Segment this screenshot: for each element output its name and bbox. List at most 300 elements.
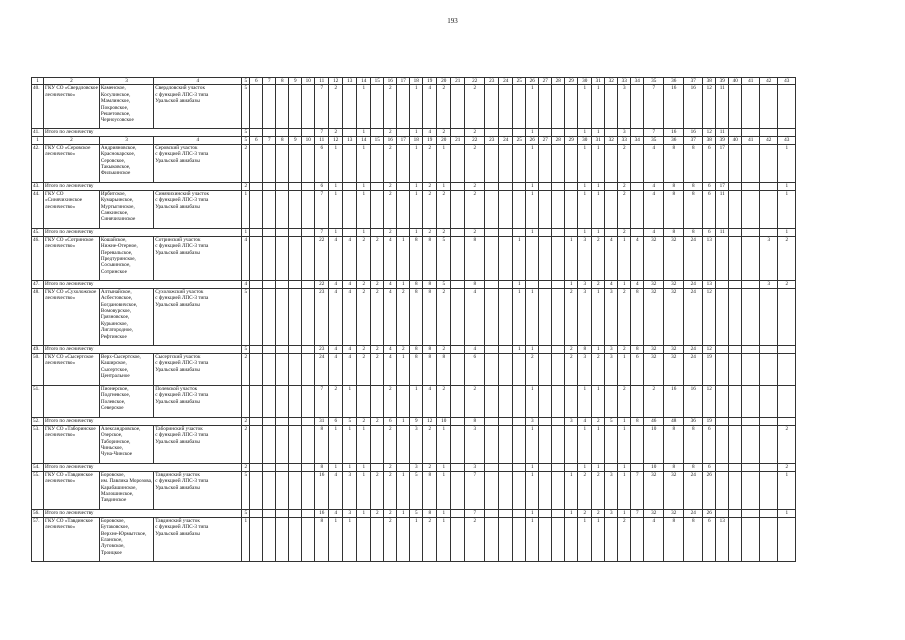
value-cell: 6 <box>384 417 397 425</box>
value-cell: 3 <box>578 236 592 280</box>
table-row <box>32 190 796 228</box>
value-cell: 2 <box>618 190 631 228</box>
value-cell <box>499 463 513 471</box>
value-cell: 1 <box>578 144 592 182</box>
value-cell: 4 <box>242 280 250 288</box>
column-number: 4 <box>154 137 242 144</box>
fire-unit <box>154 236 242 280</box>
value-cell: 8 <box>684 425 703 463</box>
value-cell <box>485 228 499 236</box>
value-cell <box>302 236 315 280</box>
value-cell: 1 <box>513 345 526 353</box>
value-cell <box>716 280 729 288</box>
value-cell <box>513 129 526 137</box>
value-cell: 8 <box>465 236 485 280</box>
value-cell: 4 <box>605 280 618 288</box>
column-number: 30 <box>578 78 592 85</box>
value-cell <box>605 385 618 417</box>
value-cell <box>250 182 263 190</box>
value-cell: 1 <box>437 517 451 561</box>
value-cell <box>716 471 729 509</box>
value-cell <box>605 190 618 228</box>
cell-line: ГКУ СО <box>45 190 64 197</box>
column-number: 34 <box>631 78 644 85</box>
value-cell <box>302 280 315 288</box>
value-cell: 24 <box>684 236 703 280</box>
value-cell <box>552 190 565 228</box>
value-cell: 2 <box>242 353 250 385</box>
column-number: 41 <box>742 137 760 144</box>
value-cell <box>778 345 796 353</box>
value-cell <box>302 385 315 417</box>
value-cell: 1 <box>618 471 631 509</box>
column-number: 5 <box>242 78 250 85</box>
value-cell: 3 <box>526 417 539 425</box>
value-cell: 1 <box>329 463 343 471</box>
value-cell <box>276 517 289 561</box>
cell-line: Уральской авиабазы <box>155 98 200 105</box>
value-cell: 2 <box>371 353 384 385</box>
cell-line: Уральской авиабазы <box>155 203 200 210</box>
value-cell: 12 <box>703 288 716 345</box>
value-cell <box>485 471 499 509</box>
value-cell <box>513 509 526 517</box>
value-cell: 32 <box>644 353 664 385</box>
column-number: 7 <box>263 78 276 85</box>
value-cell: 7 <box>631 509 644 517</box>
value-cell <box>499 228 513 236</box>
value-cell <box>485 182 499 190</box>
cell-line: Кошайское, <box>100 236 127 243</box>
value-cell <box>289 425 302 463</box>
value-cell: 8 <box>315 463 329 471</box>
value-cell: 2 <box>423 228 437 236</box>
value-cell <box>451 353 465 385</box>
value-cell: 4 <box>578 417 592 425</box>
cell-line: ГКУ СО «Таборинское <box>45 425 96 432</box>
cell-line: Синячихинский участок <box>155 190 209 197</box>
value-cell <box>499 417 513 425</box>
column-number: 34 <box>631 137 644 144</box>
value-cell: 5 <box>410 471 423 509</box>
row-number: 50. <box>32 353 44 385</box>
value-cell: 2 <box>242 182 250 190</box>
value-cell <box>729 353 742 385</box>
cell-line: Озерское, <box>100 432 123 439</box>
value-cell <box>263 182 276 190</box>
value-cell <box>760 425 778 463</box>
value-cell <box>371 129 384 137</box>
value-cell <box>742 463 760 471</box>
value-cell: 1 <box>578 385 592 417</box>
value-cell: 1 <box>410 517 423 561</box>
district-forestries <box>99 85 153 129</box>
column-number: 36 <box>664 137 684 144</box>
value-cell: 32 <box>644 288 664 345</box>
value-cell <box>276 85 289 129</box>
value-cell <box>742 417 760 425</box>
value-cell <box>499 288 513 345</box>
value-cell <box>276 144 289 182</box>
cell-line: Синячихинское <box>100 216 136 223</box>
value-cell: 2 <box>329 129 343 137</box>
value-cell: 7 <box>465 471 485 509</box>
value-cell <box>729 182 742 190</box>
column-number: 14 <box>357 78 371 85</box>
value-cell: 8 <box>410 236 423 280</box>
district-forestries <box>99 385 153 417</box>
column-number: 35 <box>644 137 664 144</box>
value-cell: 2 <box>578 471 592 509</box>
district-forestries <box>99 190 153 228</box>
value-cell: 2 <box>371 417 384 425</box>
value-cell <box>302 85 315 129</box>
cell-line: с функцией ЛПС-3 типа <box>155 295 209 302</box>
cell-line: Косулинское, <box>100 91 131 98</box>
value-cell: 16 <box>315 509 329 517</box>
column-number: 8 <box>276 137 289 144</box>
cell-line: лесничество» <box>45 203 76 210</box>
value-cell: 5 <box>242 471 250 509</box>
value-cell: 2 <box>592 471 605 509</box>
value-cell <box>729 509 742 517</box>
value-cell: 1 <box>357 471 371 509</box>
value-cell: 4 <box>329 353 343 385</box>
value-cell <box>397 228 410 236</box>
value-cell: 36 <box>684 417 703 425</box>
cell-line: с функцией ЛПС-3 типа <box>155 243 209 250</box>
value-cell <box>499 471 513 509</box>
value-cell: 4 <box>343 236 357 280</box>
value-cell: 32 <box>664 353 684 385</box>
value-cell: 2 <box>423 144 437 182</box>
total-label: Итого по лесничеству <box>44 182 242 190</box>
value-cell: 6 <box>315 144 329 182</box>
value-cell: 2 <box>465 85 485 129</box>
value-cell <box>302 129 315 137</box>
value-cell: 7 <box>644 85 664 129</box>
value-cell: 2 <box>465 517 485 561</box>
value-cell: 2 <box>592 417 605 425</box>
value-cell <box>302 182 315 190</box>
value-cell: 2 <box>397 345 410 353</box>
value-cell: 32 <box>664 288 684 345</box>
value-cell <box>565 385 578 417</box>
value-cell: 1 <box>526 129 539 137</box>
value-cell <box>250 385 263 417</box>
cell-line: Сысертское, <box>100 366 129 373</box>
cell-line: Предтуринское, <box>100 256 136 263</box>
value-cell <box>565 85 578 129</box>
value-cell <box>485 425 499 463</box>
value-cell: 2 <box>371 471 384 509</box>
value-cell: 2 <box>357 236 371 280</box>
value-cell: 22 <box>315 236 329 280</box>
total-row <box>32 182 796 190</box>
value-cell: 4 <box>329 288 343 345</box>
value-cell <box>565 182 578 190</box>
value-cell <box>552 236 565 280</box>
value-cell: 1 <box>592 85 605 129</box>
value-cell <box>539 85 552 129</box>
forestry-name <box>44 288 100 345</box>
value-cell <box>263 353 276 385</box>
value-cell <box>716 509 729 517</box>
value-cell <box>485 144 499 182</box>
value-cell: 12 <box>703 129 716 137</box>
row-number: 46. <box>32 236 44 280</box>
value-cell: 1 <box>618 417 631 425</box>
value-cell: 8 <box>423 288 437 345</box>
value-cell: 9 <box>410 417 423 425</box>
value-cell <box>451 144 465 182</box>
value-cell: 2 <box>242 417 250 425</box>
value-cell <box>263 129 276 137</box>
value-cell: 8 <box>465 417 485 425</box>
value-cell: 32 <box>644 280 664 288</box>
district-forestries <box>99 471 153 509</box>
value-cell <box>263 280 276 288</box>
value-cell: 8 <box>664 182 684 190</box>
value-cell: 13 <box>703 280 716 288</box>
value-cell <box>343 85 357 129</box>
value-cell: 11 <box>716 228 729 236</box>
value-cell <box>250 517 263 561</box>
value-cell: 1 <box>329 190 343 228</box>
value-cell: 1 <box>618 509 631 517</box>
value-cell <box>289 463 302 471</box>
cell-line: ГКУ СО «Сухоложское <box>45 288 97 295</box>
value-cell <box>565 463 578 471</box>
value-cell: 6 <box>703 228 716 236</box>
cell-line: Грязновское, <box>100 314 130 321</box>
value-cell: 1 <box>592 425 605 463</box>
cell-line: с функцией ЛПС-3 типа <box>155 360 209 367</box>
column-number: 4 <box>154 78 242 85</box>
value-cell <box>552 425 565 463</box>
value-cell <box>631 463 644 471</box>
cell-line: с функцией ЛПС-3 типа <box>155 91 209 98</box>
cell-line: с функцией ЛПС-3 типа <box>155 478 209 485</box>
total-label: Итого по лесничеству <box>44 345 242 353</box>
value-cell <box>729 385 742 417</box>
value-cell: 1 <box>526 463 539 471</box>
value-cell: 16 <box>664 85 684 129</box>
value-cell <box>742 182 760 190</box>
row-number: 56. <box>32 509 44 517</box>
column-number: 17 <box>397 137 410 144</box>
value-cell: 3 <box>618 129 631 137</box>
value-cell <box>263 85 276 129</box>
value-cell <box>513 182 526 190</box>
value-cell <box>451 85 465 129</box>
value-cell: 1 <box>592 463 605 471</box>
value-cell: 1 <box>242 228 250 236</box>
value-cell <box>565 425 578 463</box>
value-cell <box>729 144 742 182</box>
column-number: 24 <box>499 78 513 85</box>
value-cell <box>289 517 302 561</box>
cell-line: Полевской участок <box>155 385 198 392</box>
value-cell: 8 <box>684 517 703 561</box>
value-cell <box>451 425 465 463</box>
value-cell <box>539 345 552 353</box>
cell-line: Малошинское, <box>100 491 134 498</box>
value-cell: 4 <box>343 280 357 288</box>
value-cell <box>716 353 729 385</box>
value-cell <box>552 509 565 517</box>
cell-line: ГКУ СО «Серовское <box>45 144 91 151</box>
value-cell: 6 <box>329 417 343 425</box>
column-number: 36 <box>664 78 684 85</box>
value-cell: 13 <box>716 517 729 561</box>
value-cell: 8 <box>664 463 684 471</box>
value-cell: 3 <box>410 463 423 471</box>
value-cell: 8 <box>631 417 644 425</box>
value-cell: 1 <box>397 509 410 517</box>
value-cell: 7 <box>315 385 329 417</box>
value-cell: 12 <box>423 417 437 425</box>
value-cell <box>263 385 276 417</box>
value-cell: 2 <box>371 288 384 345</box>
value-cell <box>513 85 526 129</box>
column-number: 13 <box>343 78 357 85</box>
value-cell <box>742 228 760 236</box>
value-cell <box>343 228 357 236</box>
value-cell: 1 <box>513 236 526 280</box>
value-cell <box>778 85 796 129</box>
value-cell <box>539 509 552 517</box>
district-forestries <box>99 517 153 561</box>
value-cell: 26 <box>703 509 716 517</box>
value-cell: 2 <box>565 345 578 353</box>
value-cell: 1 <box>343 425 357 463</box>
cell-line: Богдановичское, <box>100 301 138 308</box>
value-cell: 5 <box>242 345 250 353</box>
value-cell: 16 <box>684 129 703 137</box>
value-cell: 1 <box>357 463 371 471</box>
value-cell <box>276 190 289 228</box>
value-cell: 17 <box>716 182 729 190</box>
value-cell <box>729 190 742 228</box>
value-cell <box>716 345 729 353</box>
value-cell <box>263 517 276 561</box>
value-cell: 7 <box>465 509 485 517</box>
row-number: 42. <box>32 144 44 182</box>
total-label: Итого по лесничеству <box>44 509 242 517</box>
value-cell <box>357 517 371 561</box>
value-cell <box>631 129 644 137</box>
value-cell: 1 <box>410 182 423 190</box>
cell-line: с функцией ЛПС-3 типа <box>155 432 209 439</box>
value-cell <box>729 228 742 236</box>
value-cell <box>289 509 302 517</box>
value-cell: 1 <box>592 182 605 190</box>
column-number: 3 <box>99 78 153 85</box>
cell-line: лесничество» <box>45 91 76 98</box>
value-cell: 2 <box>618 385 631 417</box>
value-cell: 8 <box>684 144 703 182</box>
value-cell <box>631 517 644 561</box>
value-cell: 7 <box>315 190 329 228</box>
value-cell <box>742 190 760 228</box>
column-number: 40 <box>729 137 742 144</box>
value-cell <box>716 288 729 345</box>
value-cell <box>605 517 618 561</box>
column-number: 31 <box>592 78 605 85</box>
value-cell: 2 <box>384 463 397 471</box>
cell-line: Сухоложский участок <box>155 288 204 295</box>
value-cell: 1 <box>578 425 592 463</box>
column-number: 17 <box>397 78 410 85</box>
value-cell <box>263 417 276 425</box>
value-cell: 4 <box>242 236 250 280</box>
value-cell <box>289 417 302 425</box>
value-cell: 1 <box>357 182 371 190</box>
value-cell: 8 <box>631 345 644 353</box>
row-number: 53. <box>32 425 44 463</box>
value-cell <box>552 129 565 137</box>
value-cell <box>276 417 289 425</box>
value-cell <box>451 129 465 137</box>
column-number: 19 <box>423 137 437 144</box>
value-cell: 2 <box>618 288 631 345</box>
value-cell: 1 <box>578 517 592 561</box>
value-cell: 2 <box>644 385 664 417</box>
value-cell <box>371 182 384 190</box>
value-cell <box>485 288 499 345</box>
value-cell: 1 <box>592 144 605 182</box>
column-number: 8 <box>276 78 289 85</box>
value-cell: 1 <box>526 345 539 353</box>
column-number: 42 <box>760 78 778 85</box>
value-cell <box>451 190 465 228</box>
cell-line: Каменское, <box>100 85 126 92</box>
value-cell: 3 <box>760 236 778 280</box>
fire-unit <box>154 288 242 345</box>
value-cell: 1 <box>565 471 578 509</box>
value-cell: 2 <box>384 517 397 561</box>
value-cell: 13 <box>703 236 716 280</box>
table-row <box>32 471 796 509</box>
value-cell: 11 <box>716 190 729 228</box>
fire-unit <box>154 353 242 385</box>
value-cell <box>263 345 276 353</box>
value-cell <box>565 144 578 182</box>
value-cell <box>742 509 760 517</box>
value-cell <box>499 517 513 561</box>
value-cell: 1 <box>343 463 357 471</box>
table-row <box>32 236 796 280</box>
value-cell <box>513 144 526 182</box>
district-forestries <box>99 353 153 385</box>
value-cell <box>539 182 552 190</box>
table-row <box>32 385 796 417</box>
value-cell <box>760 517 778 561</box>
value-cell <box>513 463 526 471</box>
value-cell: 2 <box>778 425 796 463</box>
value-cell: 1 <box>526 288 539 345</box>
value-cell <box>552 182 565 190</box>
value-cell: 22 <box>315 280 329 288</box>
row-number: 41. <box>32 129 44 137</box>
value-cell <box>289 345 302 353</box>
value-cell <box>539 288 552 345</box>
value-cell <box>397 517 410 561</box>
value-cell: 8 <box>684 190 703 228</box>
value-cell: 5 <box>437 236 451 280</box>
value-cell <box>302 417 315 425</box>
